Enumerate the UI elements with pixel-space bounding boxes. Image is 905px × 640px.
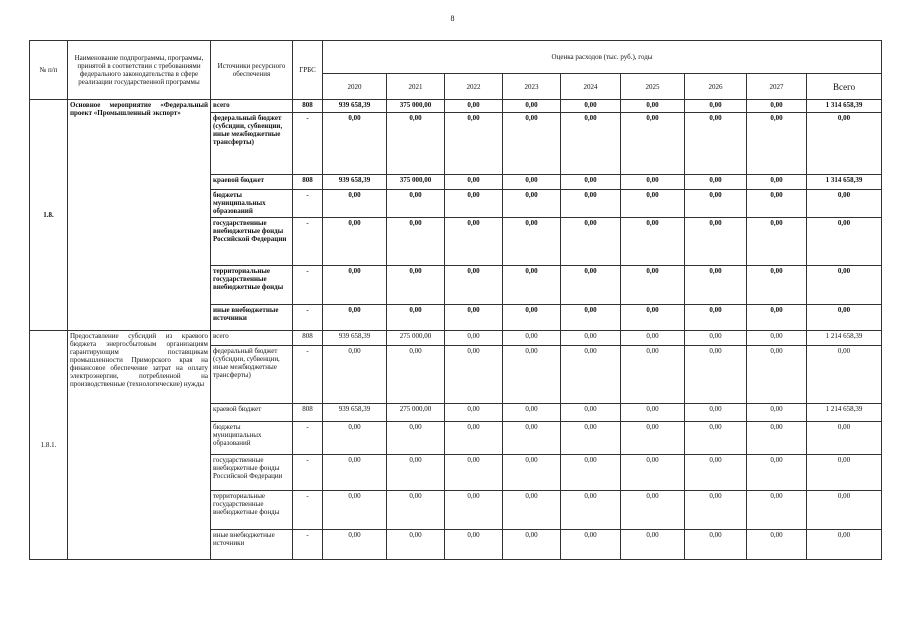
year-value: 0,00 bbox=[685, 266, 747, 305]
year-value: 0,00 bbox=[621, 530, 685, 560]
funding-source: всего bbox=[211, 331, 293, 346]
year-value: 0,00 bbox=[387, 491, 445, 530]
year-value: 0,00 bbox=[561, 422, 621, 455]
year-value: 0,00 bbox=[561, 113, 621, 175]
year-value: 0,00 bbox=[323, 346, 387, 404]
year-value: 275 000,00 bbox=[387, 331, 445, 346]
grbs-code: 808 bbox=[293, 331, 323, 346]
year-value: 0,00 bbox=[621, 331, 685, 346]
item-index: 1.8. bbox=[30, 100, 68, 331]
year-value: 939 658,39 bbox=[323, 175, 387, 190]
funding-source: федеральный бюджет (субсидии, субвенции, иные межбюджетные трансферты) bbox=[211, 113, 293, 175]
year-value: 0,00 bbox=[503, 491, 561, 530]
year-value: 275 000,00 bbox=[387, 404, 445, 422]
total-value: 0,00 bbox=[807, 113, 882, 175]
year-value: 0,00 bbox=[685, 331, 747, 346]
total-value: 0,00 bbox=[807, 530, 882, 560]
table-header bbox=[30, 41, 882, 100]
total-value: 1 214 658,39 bbox=[807, 331, 882, 346]
funding-source: бюджеты муниципальных образований bbox=[211, 422, 293, 455]
year-value: 0,00 bbox=[621, 346, 685, 404]
header-year: 2023 bbox=[503, 74, 561, 100]
year-value: 0,00 bbox=[503, 455, 561, 491]
grbs-code: 808 bbox=[293, 404, 323, 422]
year-value: 939 658,39 bbox=[323, 404, 387, 422]
year-value: 0,00 bbox=[747, 266, 807, 305]
grbs-code: - bbox=[293, 346, 323, 404]
grbs-code: - bbox=[293, 305, 323, 331]
grbs-code: - bbox=[293, 218, 323, 266]
year-value: 0,00 bbox=[323, 266, 387, 305]
year-value: 0,00 bbox=[387, 266, 445, 305]
total-value: 0,00 bbox=[807, 422, 882, 455]
year-value: 0,00 bbox=[561, 100, 621, 113]
funding-source: государственные внебюджетные фонды Российской Федерации bbox=[211, 455, 293, 491]
year-value: 0,00 bbox=[445, 422, 503, 455]
year-value: 0,00 bbox=[387, 530, 445, 560]
year-value: 0,00 bbox=[323, 422, 387, 455]
year-value: 375 000,00 bbox=[387, 100, 445, 113]
total-value: 0,00 bbox=[807, 455, 882, 491]
table-body bbox=[30, 100, 882, 560]
total-value: 0,00 bbox=[807, 266, 882, 305]
year-value: 0,00 bbox=[621, 218, 685, 266]
funding-source: федеральный бюджет (субсидии, субвенции, иные межбюджетные трансферты) bbox=[211, 346, 293, 404]
funding-source: иные внебюджетные источники bbox=[211, 530, 293, 560]
header-total: Всего bbox=[807, 74, 882, 100]
year-value: 0,00 bbox=[503, 305, 561, 331]
year-value: 0,00 bbox=[747, 305, 807, 331]
grbs-code: - bbox=[293, 190, 323, 218]
grbs-code: - bbox=[293, 113, 323, 175]
year-value: 0,00 bbox=[323, 218, 387, 266]
year-value: 0,00 bbox=[621, 422, 685, 455]
year-value: 0,00 bbox=[561, 190, 621, 218]
header-year: 2027 bbox=[747, 74, 807, 100]
grbs-code: - bbox=[293, 530, 323, 560]
year-value: 0,00 bbox=[621, 190, 685, 218]
total-value: 1 314 658,39 bbox=[807, 175, 882, 190]
table-row bbox=[30, 100, 882, 113]
page-number: 8 bbox=[450, 14, 455, 23]
funding-source: иные внебюджетные источники bbox=[211, 305, 293, 331]
year-value: 0,00 bbox=[445, 305, 503, 331]
year-value: 0,00 bbox=[685, 422, 747, 455]
header-index: № п/п bbox=[30, 41, 68, 100]
year-value: 0,00 bbox=[445, 455, 503, 491]
year-value: 0,00 bbox=[747, 491, 807, 530]
funding-source: территориальные государственные внебюджетные фонды bbox=[211, 491, 293, 530]
year-value: 0,00 bbox=[387, 455, 445, 491]
year-value: 0,00 bbox=[621, 266, 685, 305]
year-value: 0,00 bbox=[445, 113, 503, 175]
year-value: 0,00 bbox=[621, 491, 685, 530]
year-value: 0,00 bbox=[323, 305, 387, 331]
year-value: 0,00 bbox=[747, 190, 807, 218]
year-value: 0,00 bbox=[747, 331, 807, 346]
year-value: 0,00 bbox=[685, 218, 747, 266]
year-value: 0,00 bbox=[503, 266, 561, 305]
year-value: 0,00 bbox=[685, 305, 747, 331]
year-value: 375 000,00 bbox=[387, 175, 445, 190]
expenditure-table bbox=[29, 40, 882, 560]
funding-source: территориальные государственные внебюджетные фонды bbox=[211, 266, 293, 305]
year-value: 0,00 bbox=[685, 113, 747, 175]
year-value: 0,00 bbox=[561, 455, 621, 491]
year-value: 0,00 bbox=[503, 422, 561, 455]
year-value: 0,00 bbox=[387, 190, 445, 218]
year-value: 0,00 bbox=[503, 218, 561, 266]
year-value: 0,00 bbox=[747, 530, 807, 560]
year-value: 0,00 bbox=[445, 266, 503, 305]
year-value: 0,00 bbox=[503, 346, 561, 404]
total-value: 1 314 658,39 bbox=[807, 100, 882, 113]
year-value: 0,00 bbox=[685, 455, 747, 491]
item-index: 1.8.1. bbox=[30, 331, 68, 560]
grbs-code: 808 bbox=[293, 100, 323, 113]
total-value: 0,00 bbox=[807, 346, 882, 404]
header-year: 2021 bbox=[387, 74, 445, 100]
year-value: 0,00 bbox=[445, 530, 503, 560]
total-value: 0,00 bbox=[807, 491, 882, 530]
year-value: 0,00 bbox=[387, 113, 445, 175]
header-estimate: Оценка расходов (тыс. руб.), годы bbox=[323, 41, 882, 74]
year-value: 0,00 bbox=[387, 422, 445, 455]
year-value: 0,00 bbox=[685, 346, 747, 404]
year-value: 0,00 bbox=[747, 113, 807, 175]
year-value: 0,00 bbox=[747, 422, 807, 455]
item-name: Основное мероприятие «Федеральный проект «Промышленный экспорт» bbox=[68, 100, 211, 331]
header-year: 2024 bbox=[561, 74, 621, 100]
grbs-code: - bbox=[293, 455, 323, 491]
year-value: 0,00 bbox=[445, 100, 503, 113]
year-value: 0,00 bbox=[561, 346, 621, 404]
year-value: 0,00 bbox=[561, 175, 621, 190]
header-source: Источники ресурсного обеспечения bbox=[211, 41, 293, 100]
year-value: 0,00 bbox=[685, 175, 747, 190]
header-grbs: ГРБС bbox=[293, 41, 323, 100]
year-value: 939 658,39 bbox=[323, 100, 387, 113]
year-value: 0,00 bbox=[323, 455, 387, 491]
year-value: 0,00 bbox=[561, 404, 621, 422]
year-value: 0,00 bbox=[685, 100, 747, 113]
year-value: 0,00 bbox=[561, 530, 621, 560]
grbs-code: - bbox=[293, 266, 323, 305]
funding-source: краевой бюджет bbox=[211, 404, 293, 422]
year-value: 0,00 bbox=[323, 530, 387, 560]
year-value: 0,00 bbox=[685, 404, 747, 422]
header-year: 2020 bbox=[323, 74, 387, 100]
year-value: 0,00 bbox=[747, 100, 807, 113]
year-value: 0,00 bbox=[387, 305, 445, 331]
year-value: 0,00 bbox=[621, 175, 685, 190]
grbs-code: - bbox=[293, 491, 323, 530]
total-value: 1 214 658,39 bbox=[807, 404, 882, 422]
year-value: 0,00 bbox=[747, 404, 807, 422]
year-value: 0,00 bbox=[621, 305, 685, 331]
total-value: 0,00 bbox=[807, 305, 882, 331]
header-year: 2026 bbox=[685, 74, 747, 100]
year-value: 0,00 bbox=[561, 491, 621, 530]
year-value: 0,00 bbox=[747, 175, 807, 190]
year-value: 0,00 bbox=[445, 190, 503, 218]
funding-source: государственные внебюджетные фонды Российской Федерации bbox=[211, 218, 293, 266]
funding-source: всего bbox=[211, 100, 293, 113]
table-row bbox=[30, 331, 882, 346]
year-value: 0,00 bbox=[561, 305, 621, 331]
year-value: 0,00 bbox=[685, 190, 747, 218]
year-value: 0,00 bbox=[747, 455, 807, 491]
year-value: 0,00 bbox=[323, 190, 387, 218]
total-value: 0,00 bbox=[807, 218, 882, 266]
year-value: 0,00 bbox=[621, 113, 685, 175]
year-value: 0,00 bbox=[323, 113, 387, 175]
year-value: 0,00 bbox=[503, 190, 561, 218]
year-value: 0,00 bbox=[621, 100, 685, 113]
year-value: 0,00 bbox=[445, 218, 503, 266]
year-value: 0,00 bbox=[503, 113, 561, 175]
year-value: 0,00 bbox=[747, 346, 807, 404]
year-value: 0,00 bbox=[503, 100, 561, 113]
year-value: 0,00 bbox=[621, 404, 685, 422]
year-value: 0,00 bbox=[561, 218, 621, 266]
year-value: 0,00 bbox=[503, 175, 561, 190]
year-value: 0,00 bbox=[503, 404, 561, 422]
year-value: 0,00 bbox=[445, 491, 503, 530]
year-value: 0,00 bbox=[323, 491, 387, 530]
year-value: 0,00 bbox=[503, 530, 561, 560]
funding-source: краевой бюджет bbox=[211, 175, 293, 190]
year-value: 0,00 bbox=[561, 266, 621, 305]
year-value: 0,00 bbox=[621, 455, 685, 491]
grbs-code: - bbox=[293, 422, 323, 455]
year-value: 0,00 bbox=[445, 331, 503, 346]
header-year: 2022 bbox=[445, 74, 503, 100]
year-value: 0,00 bbox=[387, 346, 445, 404]
year-value: 0,00 bbox=[561, 331, 621, 346]
year-value: 0,00 bbox=[747, 218, 807, 266]
item-name: Предоставление субсидий из краевого бюджета энергосбытовым организациям гарантирующим поставщикам промышленности Приморского края на финансовое обеспечение затрат на оплату электроэнергии, потребленной на производственные (технологические) нужды bbox=[68, 331, 211, 560]
year-value: 0,00 bbox=[445, 404, 503, 422]
year-value: 0,00 bbox=[445, 346, 503, 404]
year-value: 0,00 bbox=[387, 218, 445, 266]
year-value: 0,00 bbox=[685, 530, 747, 560]
funding-source: бюджеты муниципальных образований bbox=[211, 190, 293, 218]
year-value: 0,00 bbox=[445, 175, 503, 190]
grbs-code: 808 bbox=[293, 175, 323, 190]
year-value: 0,00 bbox=[503, 331, 561, 346]
year-value: 939 658,39 bbox=[323, 331, 387, 346]
year-value: 0,00 bbox=[685, 491, 747, 530]
header-name: Наименование подпрограммы, программы, принятой в соответствии с требованиями федерального законодательства в сфере реализации государственной программы bbox=[68, 41, 211, 100]
total-value: 0,00 bbox=[807, 190, 882, 218]
header-year: 2025 bbox=[621, 74, 685, 100]
